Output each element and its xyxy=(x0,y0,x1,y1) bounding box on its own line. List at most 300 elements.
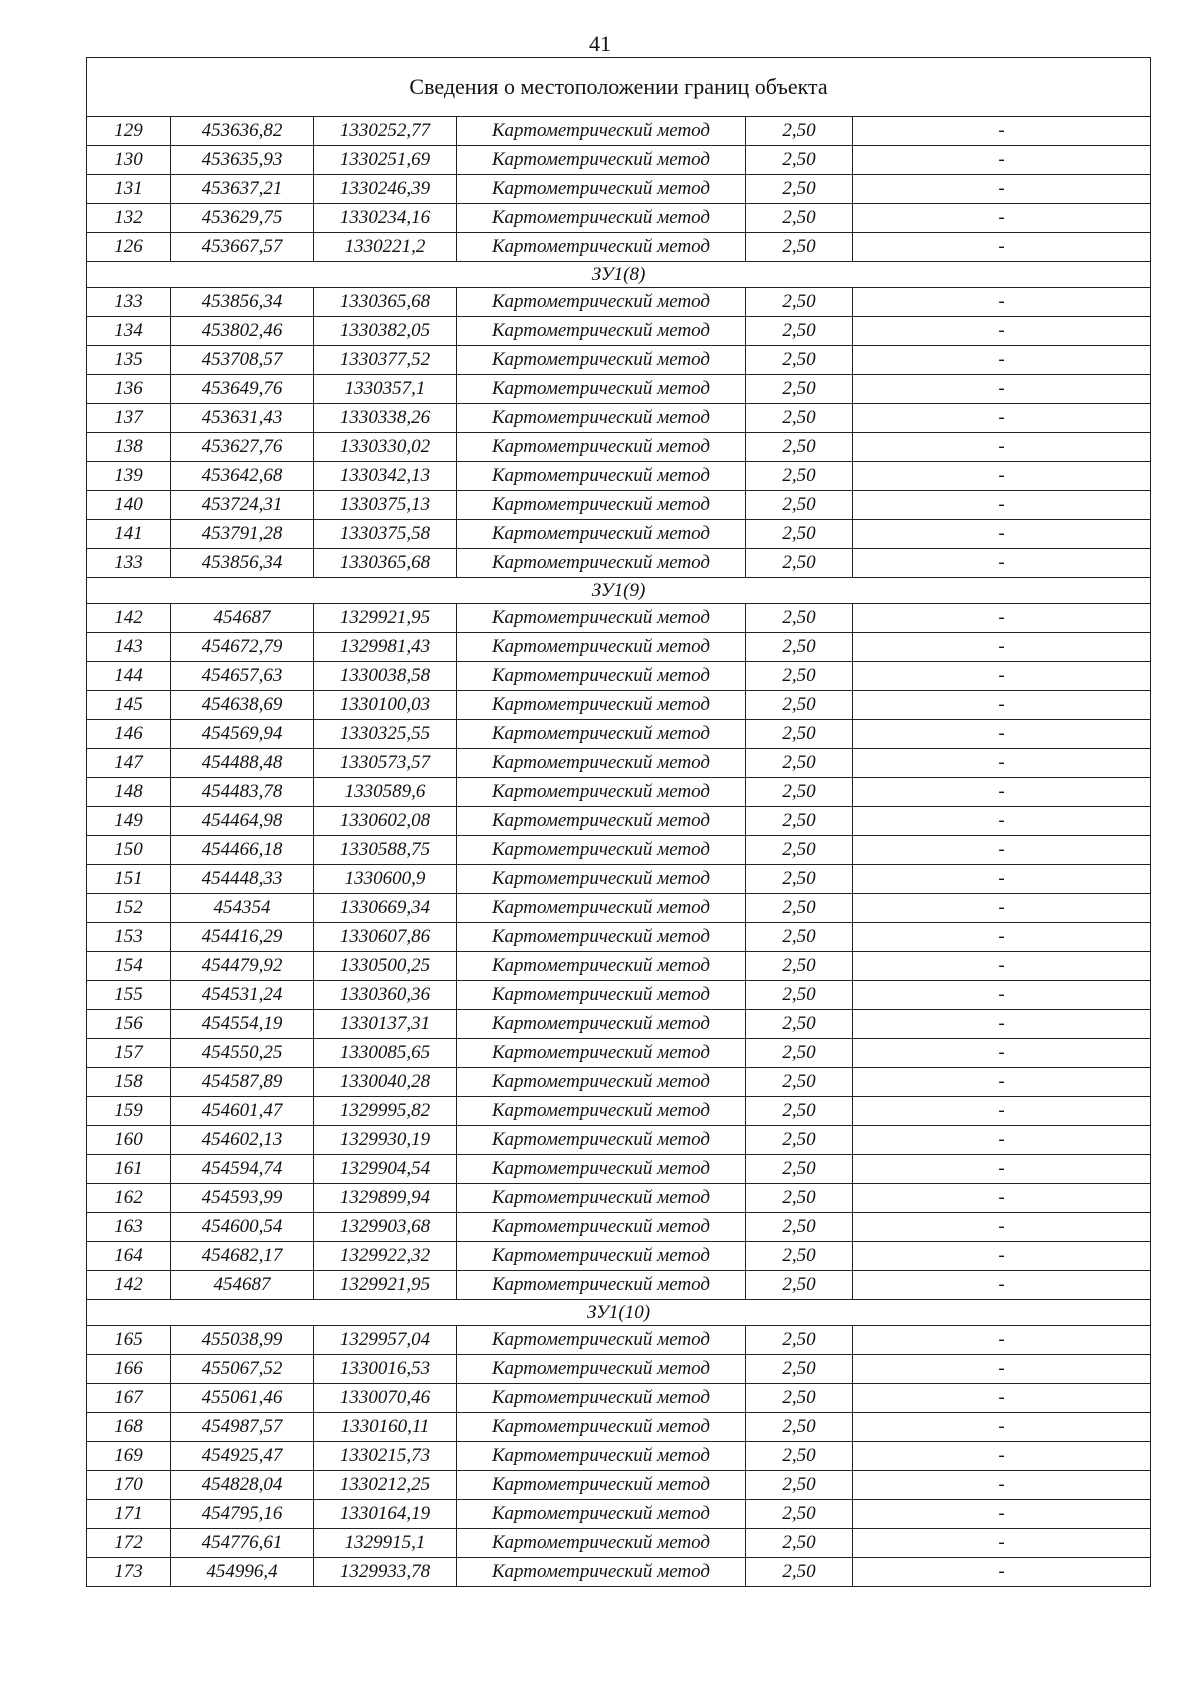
description-cell: - xyxy=(853,1010,1151,1039)
point-number-cell: 160 xyxy=(87,1126,171,1155)
point-number-cell: 164 xyxy=(87,1242,171,1271)
description-cell: - xyxy=(853,807,1151,836)
table-row xyxy=(87,1010,1151,1039)
table-row xyxy=(87,952,1151,981)
x-coordinate-cell: 453627,76 xyxy=(171,433,314,462)
method-cell: Картометрический метод xyxy=(457,1213,746,1242)
method-cell: Картометрический метод xyxy=(457,662,746,691)
table-row xyxy=(87,662,1151,691)
section-header-row xyxy=(87,578,1151,604)
description-cell: - xyxy=(853,633,1151,662)
description-cell: - xyxy=(853,1155,1151,1184)
accuracy-cell: 2,50 xyxy=(746,1039,853,1068)
accuracy-cell: 2,50 xyxy=(746,1500,853,1529)
method-cell: Картометрический метод xyxy=(457,1126,746,1155)
table-row xyxy=(87,1471,1151,1500)
table-row xyxy=(87,520,1151,549)
point-number-cell: 154 xyxy=(87,952,171,981)
description-cell: - xyxy=(853,204,1151,233)
point-number-cell: 157 xyxy=(87,1039,171,1068)
method-cell: Картометрический метод xyxy=(457,433,746,462)
method-cell: Картометрический метод xyxy=(457,346,746,375)
point-number-cell: 147 xyxy=(87,749,171,778)
table-row xyxy=(87,117,1151,146)
description-cell: - xyxy=(853,175,1151,204)
method-cell: Картометрический метод xyxy=(457,981,746,1010)
description-cell: - xyxy=(853,894,1151,923)
y-coordinate-cell: 1330600,9 xyxy=(314,865,457,894)
description-cell: - xyxy=(853,117,1151,146)
method-cell: Картометрический метод xyxy=(457,1442,746,1471)
description-cell: - xyxy=(853,836,1151,865)
method-cell: Картометрический метод xyxy=(457,894,746,923)
description-cell: - xyxy=(853,549,1151,578)
table-title: Сведения о местоположении границ объекта xyxy=(87,58,1151,117)
x-coordinate-cell: 454987,57 xyxy=(171,1413,314,1442)
y-coordinate-cell: 1330342,13 xyxy=(314,462,457,491)
method-cell: Картометрический метод xyxy=(457,462,746,491)
description-cell: - xyxy=(853,1126,1151,1155)
description-cell: - xyxy=(853,1442,1151,1471)
method-cell: Картометрический метод xyxy=(457,117,746,146)
x-coordinate-cell: 454638,69 xyxy=(171,691,314,720)
table-row xyxy=(87,836,1151,865)
table-row xyxy=(87,1384,1151,1413)
accuracy-cell: 2,50 xyxy=(746,720,853,749)
y-coordinate-cell: 1330160,11 xyxy=(314,1413,457,1442)
method-cell: Картометрический метод xyxy=(457,375,746,404)
description-cell: - xyxy=(853,749,1151,778)
method-cell: Картометрический метод xyxy=(457,1155,746,1184)
table-row xyxy=(87,1271,1151,1300)
y-coordinate-cell: 1330500,25 xyxy=(314,952,457,981)
x-coordinate-cell: 453791,28 xyxy=(171,520,314,549)
point-number-cell: 163 xyxy=(87,1213,171,1242)
description-cell: - xyxy=(853,662,1151,691)
accuracy-cell: 2,50 xyxy=(746,204,853,233)
point-number-cell: 150 xyxy=(87,836,171,865)
point-number-cell: 133 xyxy=(87,549,171,578)
table-row xyxy=(87,1213,1151,1242)
x-coordinate-cell: 454354 xyxy=(171,894,314,923)
y-coordinate-cell: 1330215,73 xyxy=(314,1442,457,1471)
description-cell: - xyxy=(853,433,1151,462)
point-number-cell: 156 xyxy=(87,1010,171,1039)
table-row xyxy=(87,1442,1151,1471)
point-number-cell: 135 xyxy=(87,346,171,375)
x-coordinate-cell: 454483,78 xyxy=(171,778,314,807)
description-cell: - xyxy=(853,778,1151,807)
accuracy-cell: 2,50 xyxy=(746,1068,853,1097)
point-number-cell: 133 xyxy=(87,288,171,317)
x-coordinate-cell: 453629,75 xyxy=(171,204,314,233)
table-row xyxy=(87,749,1151,778)
y-coordinate-cell: 1329921,95 xyxy=(314,1271,457,1300)
method-cell: Картометрический метод xyxy=(457,1326,746,1355)
description-cell: - xyxy=(853,1355,1151,1384)
method-cell: Картометрический метод xyxy=(457,491,746,520)
point-number-cell: 149 xyxy=(87,807,171,836)
y-coordinate-cell: 1330365,68 xyxy=(314,288,457,317)
y-coordinate-cell: 1329921,95 xyxy=(314,604,457,633)
accuracy-cell: 2,50 xyxy=(746,1155,853,1184)
method-cell: Картометрический метод xyxy=(457,691,746,720)
point-number-cell: 137 xyxy=(87,404,171,433)
section-header-row xyxy=(87,262,1151,288)
x-coordinate-cell: 453631,43 xyxy=(171,404,314,433)
accuracy-cell: 2,50 xyxy=(746,778,853,807)
accuracy-cell: 2,50 xyxy=(746,288,853,317)
method-cell: Картометрический метод xyxy=(457,204,746,233)
accuracy-cell: 2,50 xyxy=(746,317,853,346)
description-cell: - xyxy=(853,1500,1151,1529)
y-coordinate-cell: 1329930,19 xyxy=(314,1126,457,1155)
accuracy-cell: 2,50 xyxy=(746,662,853,691)
point-number-cell: 142 xyxy=(87,604,171,633)
x-coordinate-cell: 454795,16 xyxy=(171,1500,314,1529)
x-coordinate-cell: 454602,13 xyxy=(171,1126,314,1155)
description-cell: - xyxy=(853,1242,1151,1271)
y-coordinate-cell: 1329995,82 xyxy=(314,1097,457,1126)
table-row xyxy=(87,1413,1151,1442)
x-coordinate-cell: 453637,21 xyxy=(171,175,314,204)
point-number-cell: 132 xyxy=(87,204,171,233)
accuracy-cell: 2,50 xyxy=(746,433,853,462)
table-row xyxy=(87,894,1151,923)
section-label: ЗУ1(10) xyxy=(87,1300,1151,1326)
x-coordinate-cell: 454600,54 xyxy=(171,1213,314,1242)
y-coordinate-cell: 1330375,13 xyxy=(314,491,457,520)
y-coordinate-cell: 1330357,1 xyxy=(314,375,457,404)
point-number-cell: 138 xyxy=(87,433,171,462)
x-coordinate-cell: 454687 xyxy=(171,604,314,633)
description-cell: - xyxy=(853,317,1151,346)
point-number-cell: 166 xyxy=(87,1355,171,1384)
table-row xyxy=(87,204,1151,233)
table-row xyxy=(87,1558,1151,1587)
y-coordinate-cell: 1330137,31 xyxy=(314,1010,457,1039)
y-coordinate-cell: 1330085,65 xyxy=(314,1039,457,1068)
description-cell: - xyxy=(853,981,1151,1010)
description-cell: - xyxy=(853,520,1151,549)
x-coordinate-cell: 454657,63 xyxy=(171,662,314,691)
table-row xyxy=(87,317,1151,346)
accuracy-cell: 2,50 xyxy=(746,836,853,865)
x-coordinate-cell: 454464,98 xyxy=(171,807,314,836)
x-coordinate-cell: 454672,79 xyxy=(171,633,314,662)
method-cell: Картометрический метод xyxy=(457,778,746,807)
y-coordinate-cell: 1330070,46 xyxy=(314,1384,457,1413)
point-number-cell: 144 xyxy=(87,662,171,691)
x-coordinate-cell: 454594,74 xyxy=(171,1155,314,1184)
y-coordinate-cell: 1330016,53 xyxy=(314,1355,457,1384)
accuracy-cell: 2,50 xyxy=(746,894,853,923)
accuracy-cell: 2,50 xyxy=(746,1471,853,1500)
description-cell: - xyxy=(853,720,1151,749)
table-title-row xyxy=(87,58,1151,117)
y-coordinate-cell: 1330589,6 xyxy=(314,778,457,807)
table-row xyxy=(87,1126,1151,1155)
table-row xyxy=(87,1155,1151,1184)
table-body xyxy=(87,58,1151,1587)
y-coordinate-cell: 1329922,32 xyxy=(314,1242,457,1271)
accuracy-cell: 2,50 xyxy=(746,1097,853,1126)
accuracy-cell: 2,50 xyxy=(746,1558,853,1587)
point-number-cell: 146 xyxy=(87,720,171,749)
x-coordinate-cell: 454448,33 xyxy=(171,865,314,894)
point-number-cell: 170 xyxy=(87,1471,171,1500)
accuracy-cell: 2,50 xyxy=(746,462,853,491)
table-row xyxy=(87,375,1151,404)
method-cell: Картометрический метод xyxy=(457,1529,746,1558)
y-coordinate-cell: 1330382,05 xyxy=(314,317,457,346)
y-coordinate-cell: 1330251,69 xyxy=(314,146,457,175)
method-cell: Картометрический метод xyxy=(457,923,746,952)
table-row xyxy=(87,633,1151,662)
accuracy-cell: 2,50 xyxy=(746,1271,853,1300)
table-row xyxy=(87,1184,1151,1213)
accuracy-cell: 2,50 xyxy=(746,1384,853,1413)
method-cell: Картометрический метод xyxy=(457,1471,746,1500)
y-coordinate-cell: 1330338,26 xyxy=(314,404,457,433)
y-coordinate-cell: 1330252,77 xyxy=(314,117,457,146)
description-cell: - xyxy=(853,604,1151,633)
x-coordinate-cell: 454828,04 xyxy=(171,1471,314,1500)
x-coordinate-cell: 454479,92 xyxy=(171,952,314,981)
method-cell: Картометрический метод xyxy=(457,1413,746,1442)
point-number-cell: 130 xyxy=(87,146,171,175)
x-coordinate-cell: 453856,34 xyxy=(171,549,314,578)
table-row xyxy=(87,1039,1151,1068)
method-cell: Картометрический метод xyxy=(457,1039,746,1068)
x-coordinate-cell: 455067,52 xyxy=(171,1355,314,1384)
method-cell: Картометрический метод xyxy=(457,288,746,317)
accuracy-cell: 2,50 xyxy=(746,117,853,146)
table-row xyxy=(87,1326,1151,1355)
point-number-cell: 136 xyxy=(87,375,171,404)
method-cell: Картометрический метод xyxy=(457,1355,746,1384)
table-row xyxy=(87,433,1151,462)
x-coordinate-cell: 454593,99 xyxy=(171,1184,314,1213)
description-cell: - xyxy=(853,952,1151,981)
x-coordinate-cell: 454466,18 xyxy=(171,836,314,865)
method-cell: Картометрический метод xyxy=(457,175,746,204)
y-coordinate-cell: 1329899,94 xyxy=(314,1184,457,1213)
point-number-cell: 159 xyxy=(87,1097,171,1126)
y-coordinate-cell: 1330100,03 xyxy=(314,691,457,720)
point-number-cell: 141 xyxy=(87,520,171,549)
description-cell: - xyxy=(853,1184,1151,1213)
description-cell: - xyxy=(853,375,1151,404)
accuracy-cell: 2,50 xyxy=(746,1010,853,1039)
y-coordinate-cell: 1330588,75 xyxy=(314,836,457,865)
y-coordinate-cell: 1330040,28 xyxy=(314,1068,457,1097)
table-row xyxy=(87,1500,1151,1529)
method-cell: Картометрический метод xyxy=(457,720,746,749)
accuracy-cell: 2,50 xyxy=(746,865,853,894)
table-row xyxy=(87,720,1151,749)
x-coordinate-cell: 453642,68 xyxy=(171,462,314,491)
y-coordinate-cell: 1330365,68 xyxy=(314,549,457,578)
method-cell: Картометрический метод xyxy=(457,604,746,633)
accuracy-cell: 2,50 xyxy=(746,749,853,778)
accuracy-cell: 2,50 xyxy=(746,633,853,662)
point-number-cell: 168 xyxy=(87,1413,171,1442)
y-coordinate-cell: 1330325,55 xyxy=(314,720,457,749)
point-number-cell: 152 xyxy=(87,894,171,923)
x-coordinate-cell: 454687 xyxy=(171,1271,314,1300)
table-row xyxy=(87,604,1151,633)
method-cell: Картометрический метод xyxy=(457,1068,746,1097)
description-cell: - xyxy=(853,462,1151,491)
method-cell: Картометрический метод xyxy=(457,1097,746,1126)
method-cell: Картометрический метод xyxy=(457,807,746,836)
accuracy-cell: 2,50 xyxy=(746,520,853,549)
x-coordinate-cell: 454996,4 xyxy=(171,1558,314,1587)
y-coordinate-cell: 1330164,19 xyxy=(314,1500,457,1529)
description-cell: - xyxy=(853,1097,1151,1126)
accuracy-cell: 2,50 xyxy=(746,1355,853,1384)
y-coordinate-cell: 1330375,58 xyxy=(314,520,457,549)
method-cell: Картометрический метод xyxy=(457,865,746,894)
section-label: ЗУ1(8) xyxy=(87,262,1151,288)
point-number-cell: 169 xyxy=(87,1442,171,1471)
point-number-cell: 143 xyxy=(87,633,171,662)
x-coordinate-cell: 453708,57 xyxy=(171,346,314,375)
method-cell: Картометрический метод xyxy=(457,952,746,981)
point-number-cell: 171 xyxy=(87,1500,171,1529)
point-number-cell: 134 xyxy=(87,317,171,346)
accuracy-cell: 2,50 xyxy=(746,1126,853,1155)
description-cell: - xyxy=(853,346,1151,375)
description-cell: - xyxy=(853,491,1151,520)
method-cell: Картометрический метод xyxy=(457,749,746,778)
table-row xyxy=(87,865,1151,894)
method-cell: Картометрический метод xyxy=(457,1500,746,1529)
point-number-cell: 140 xyxy=(87,491,171,520)
description-cell: - xyxy=(853,1413,1151,1442)
point-number-cell: 162 xyxy=(87,1184,171,1213)
point-number-cell: 167 xyxy=(87,1384,171,1413)
x-coordinate-cell: 454601,47 xyxy=(171,1097,314,1126)
method-cell: Картометрический метод xyxy=(457,549,746,578)
y-coordinate-cell: 1330607,86 xyxy=(314,923,457,952)
method-cell: Картометрический метод xyxy=(457,1384,746,1413)
y-coordinate-cell: 1330330,02 xyxy=(314,433,457,462)
y-coordinate-cell: 1330602,08 xyxy=(314,807,457,836)
x-coordinate-cell: 454682,17 xyxy=(171,1242,314,1271)
description-cell: - xyxy=(853,1558,1151,1587)
x-coordinate-cell: 455038,99 xyxy=(171,1326,314,1355)
y-coordinate-cell: 1329957,04 xyxy=(314,1326,457,1355)
accuracy-cell: 2,50 xyxy=(746,146,853,175)
point-number-cell: 158 xyxy=(87,1068,171,1097)
method-cell: Картометрический метод xyxy=(457,404,746,433)
y-coordinate-cell: 1329981,43 xyxy=(314,633,457,662)
x-coordinate-cell: 454569,94 xyxy=(171,720,314,749)
method-cell: Картометрический метод xyxy=(457,146,746,175)
description-cell: - xyxy=(853,1039,1151,1068)
x-coordinate-cell: 453636,82 xyxy=(171,117,314,146)
accuracy-cell: 2,50 xyxy=(746,1184,853,1213)
x-coordinate-cell: 455061,46 xyxy=(171,1384,314,1413)
accuracy-cell: 2,50 xyxy=(746,491,853,520)
accuracy-cell: 2,50 xyxy=(746,233,853,262)
x-coordinate-cell: 453724,31 xyxy=(171,491,314,520)
accuracy-cell: 2,50 xyxy=(746,981,853,1010)
description-cell: - xyxy=(853,146,1151,175)
y-coordinate-cell: 1329933,78 xyxy=(314,1558,457,1587)
accuracy-cell: 2,50 xyxy=(746,1326,853,1355)
method-cell: Картометрический метод xyxy=(457,520,746,549)
point-number-cell: 126 xyxy=(87,233,171,262)
y-coordinate-cell: 1330573,57 xyxy=(314,749,457,778)
accuracy-cell: 2,50 xyxy=(746,175,853,204)
description-cell: - xyxy=(853,1271,1151,1300)
description-cell: - xyxy=(853,923,1151,952)
y-coordinate-cell: 1330038,58 xyxy=(314,662,457,691)
accuracy-cell: 2,50 xyxy=(746,549,853,578)
x-coordinate-cell: 454587,89 xyxy=(171,1068,314,1097)
table-row xyxy=(87,288,1151,317)
description-cell: - xyxy=(853,1068,1151,1097)
accuracy-cell: 2,50 xyxy=(746,1413,853,1442)
accuracy-cell: 2,50 xyxy=(746,923,853,952)
method-cell: Картометрический метод xyxy=(457,836,746,865)
point-number-cell: 173 xyxy=(87,1558,171,1587)
point-number-cell: 142 xyxy=(87,1271,171,1300)
table-row xyxy=(87,491,1151,520)
y-coordinate-cell: 1330212,25 xyxy=(314,1471,457,1500)
method-cell: Картометрический метод xyxy=(457,1010,746,1039)
table-row xyxy=(87,1068,1151,1097)
x-coordinate-cell: 454925,47 xyxy=(171,1442,314,1471)
table-row xyxy=(87,233,1151,262)
table-row xyxy=(87,404,1151,433)
description-cell: - xyxy=(853,233,1151,262)
point-number-cell: 165 xyxy=(87,1326,171,1355)
method-cell: Картометрический метод xyxy=(457,1558,746,1587)
method-cell: Картометрический метод xyxy=(457,233,746,262)
x-coordinate-cell: 454416,29 xyxy=(171,923,314,952)
table-row xyxy=(87,807,1151,836)
x-coordinate-cell: 453649,76 xyxy=(171,375,314,404)
description-cell: - xyxy=(853,1529,1151,1558)
y-coordinate-cell: 1330360,36 xyxy=(314,981,457,1010)
table-row xyxy=(87,981,1151,1010)
accuracy-cell: 2,50 xyxy=(746,375,853,404)
table-row xyxy=(87,346,1151,375)
page-number: 41 xyxy=(589,31,611,56)
description-cell: - xyxy=(853,1213,1151,1242)
x-coordinate-cell: 454488,48 xyxy=(171,749,314,778)
point-number-cell: 148 xyxy=(87,778,171,807)
description-cell: - xyxy=(853,404,1151,433)
table-row xyxy=(87,1242,1151,1271)
x-coordinate-cell: 453667,57 xyxy=(171,233,314,262)
accuracy-cell: 2,50 xyxy=(746,1213,853,1242)
table-row xyxy=(87,175,1151,204)
table-row xyxy=(87,1529,1151,1558)
x-coordinate-cell: 453635,93 xyxy=(171,146,314,175)
table-row xyxy=(87,778,1151,807)
y-coordinate-cell: 1330246,39 xyxy=(314,175,457,204)
x-coordinate-cell: 454776,61 xyxy=(171,1529,314,1558)
y-coordinate-cell: 1329903,68 xyxy=(314,1213,457,1242)
method-cell: Картометрический метод xyxy=(457,1271,746,1300)
y-coordinate-cell: 1330234,16 xyxy=(314,204,457,233)
table-row xyxy=(87,1097,1151,1126)
